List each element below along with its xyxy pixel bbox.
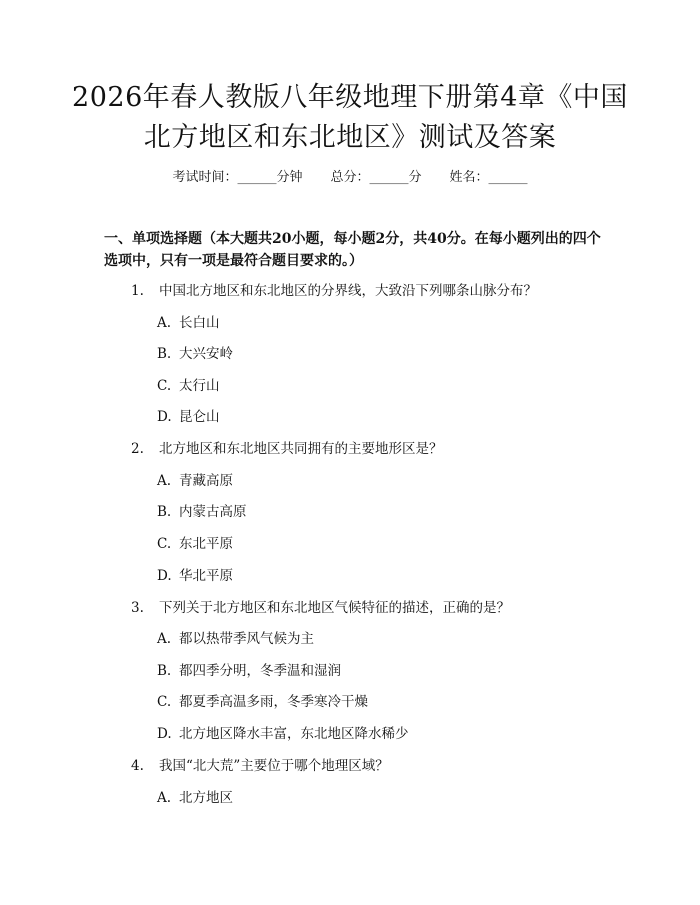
question-number: 2. [131,441,144,457]
option-text: 青藏高原 [179,473,233,489]
question-3 [131,599,611,617]
option-text: 都四季分明，冬季温和湿润 [179,663,341,679]
option-letter: C. [157,694,172,710]
total-score-field: 总分：______分 [330,170,422,185]
option-letter: A. [157,790,172,806]
question-2-option-a [157,472,233,490]
option-text: 北方地区降水丰富，东北地区降水稀少 [179,726,409,742]
question-1-option-c [157,377,220,395]
option-text: 长白山 [179,315,220,331]
option-letter: A. [157,473,172,489]
question-1-option-b [157,345,233,363]
question-3-option-a [157,630,314,648]
question-number: 4. [131,758,144,774]
option-letter: A. [157,631,172,647]
option-letter: D. [157,568,172,584]
section-heading: 一、单项选择题（本大题共20小题，每小题2分，共40分。在每小题列出的四个选项中，只有一项是最符合题目要求的。） [104,231,601,269]
question-1 [131,282,611,300]
question-1-option-a [157,314,220,332]
option-text: 都夏季高温多雨，冬季寒冷干燥 [179,694,368,710]
question-3-option-b [157,662,341,680]
option-text: 内蒙古高原 [179,504,247,520]
question-number: 1. [131,283,144,299]
exam-time-field: 考试时间：______分钟 [172,170,303,185]
question-4 [131,757,611,775]
option-text: 华北平原 [179,568,233,584]
question-text: 中国北方地区和东北地区的分界线，大致沿下列哪条山脉分布？ [159,283,537,299]
option-letter: B. [157,504,172,520]
option-letter: A. [157,315,172,331]
document-title: 2026年春人教版八年级地理下册第4章《中国北方地区和东北地区》测试及答案 [72,82,628,153]
question-text: 北方地区和东北地区共同拥有的主要地形区是？ [159,441,443,457]
question-text: 下列关于北方地区和东北地区气候特征的描述，正确的是？ [159,600,510,616]
option-text: 北方地区 [179,790,233,806]
question-number: 3. [131,600,144,616]
question-2 [131,440,611,458]
option-letter: C. [157,536,172,552]
option-letter: D. [157,409,172,425]
question-3-option-c [157,693,368,711]
student-name-field: 姓名：______ [449,170,528,185]
option-letter: C. [157,378,172,394]
question-4-option-a [157,789,233,807]
option-text: 大兴安岭 [179,346,233,362]
option-letter: D. [157,726,172,742]
option-letter: B. [157,346,172,362]
question-2-option-c [157,535,233,553]
question-2-option-d [157,567,233,585]
question-1-option-d [157,408,220,426]
question-text: 我国“北大荒”主要位于哪个地理区域？ [159,758,389,774]
exam-info-line [0,169,700,187]
option-text: 太行山 [179,378,220,394]
option-text: 都以热带季风气候为主 [179,631,314,647]
option-letter: B. [157,663,172,679]
option-text: 昆仑山 [179,409,220,425]
question-2-option-b [157,503,247,521]
question-3-option-d [157,725,409,743]
option-text: 东北平原 [179,536,233,552]
